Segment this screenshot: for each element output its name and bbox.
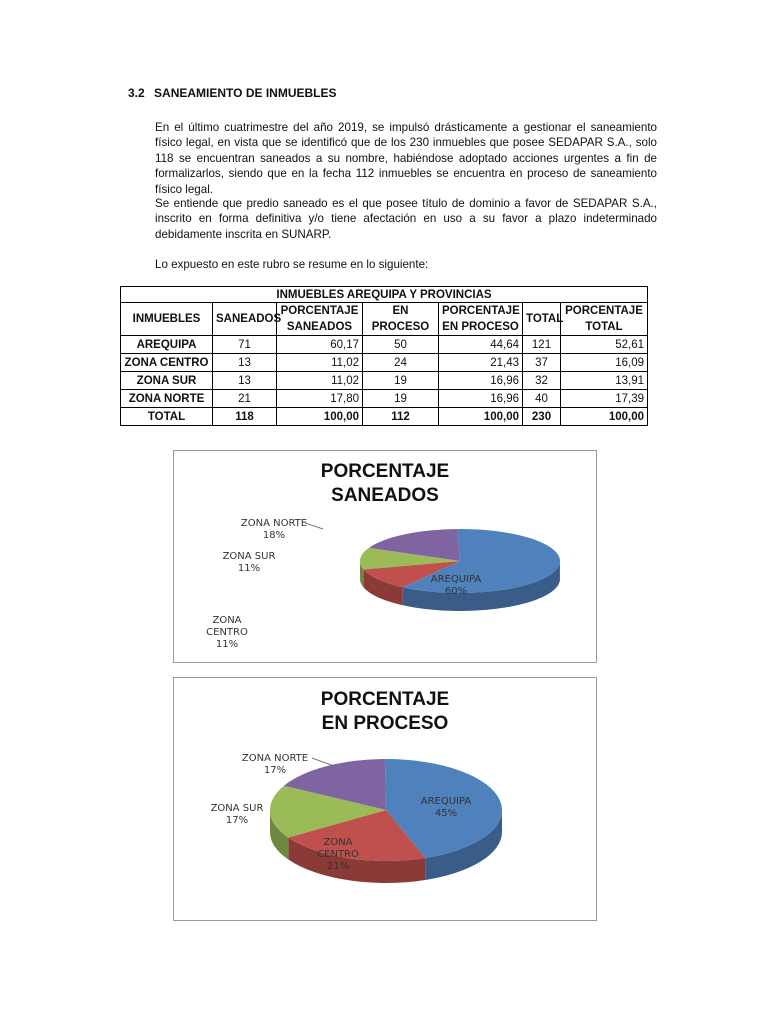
table-cell: 19 xyxy=(363,390,439,408)
data-label: ZONA CENTRO 21% xyxy=(317,837,359,872)
table-cell: 16,96 xyxy=(439,372,523,390)
table-cell: 17,80 xyxy=(277,390,363,408)
table-cell: ZONA CENTRO xyxy=(121,354,213,372)
column-header: INMUEBLES xyxy=(121,303,213,336)
table-cell: ZONA NORTE xyxy=(121,390,213,408)
pie-chart-svg xyxy=(174,451,596,662)
table-cell: 118 xyxy=(213,408,277,426)
table-cell: 40 xyxy=(523,390,561,408)
chart-title-line: PORCENTAJE xyxy=(320,689,450,710)
table-cell: 16,09 xyxy=(561,354,648,372)
table-cell: 100,00 xyxy=(561,408,648,426)
table-total-row xyxy=(121,408,648,426)
paragraph-resumen: Lo expuesto en este rubro se resume en lo siguiente: xyxy=(155,258,429,271)
data-label: ZONA SUR 11% xyxy=(222,551,276,574)
table-cell: TOTAL xyxy=(121,408,213,426)
paragraph-definicion: Se entiende que predio saneado es el que posee título de dominio a favor de SEDAPAR S.A., inscrito en forma definitiva y/o tiene afectación en uso a su favor a plazo indeterminado debidamente inscrita en SUNARP. xyxy=(155,197,657,241)
table-cell: 52,61 xyxy=(561,336,648,354)
table-cell: 11,02 xyxy=(277,372,363,390)
table-cell: 37 xyxy=(523,354,561,372)
column-header: PORCENTAJE TOTAL xyxy=(561,303,648,336)
chart-title-line: EN PROCESO xyxy=(321,713,449,734)
table-cell: 71 xyxy=(213,336,277,354)
table-row xyxy=(121,390,648,408)
pie-chart-svg xyxy=(174,678,596,920)
table-row xyxy=(121,336,648,354)
table-cell: 13 xyxy=(213,354,277,372)
column-header: PORCENTAJE SANEADOS xyxy=(277,303,363,336)
table-row xyxy=(121,372,648,390)
data-label: AREQUIPA 45% xyxy=(420,796,472,819)
chart-title-line: PORCENTAJE xyxy=(320,461,450,482)
table-cell: AREQUIPA xyxy=(121,336,213,354)
table-cell: ZONA SUR xyxy=(121,372,213,390)
table-header-row xyxy=(121,303,648,336)
leader-line xyxy=(312,758,334,766)
table-cell: 44,64 xyxy=(439,336,523,354)
table-cell: 13 xyxy=(213,372,277,390)
section-number: 3.2 xyxy=(128,86,145,100)
table-cell: 21,43 xyxy=(439,354,523,372)
table-cell: 32 xyxy=(523,372,561,390)
section-heading xyxy=(128,86,337,100)
pie-tops xyxy=(270,759,502,861)
table-cell: 11,02 xyxy=(277,354,363,372)
column-header: PORCENTAJE EN PROCESO xyxy=(439,303,523,336)
table-cell: 19 xyxy=(363,372,439,390)
table-cell: 112 xyxy=(363,408,439,426)
column-header: TOTAL xyxy=(523,303,561,336)
table-cell: 16,96 xyxy=(439,390,523,408)
pie-chart-en-proceso xyxy=(173,677,597,921)
data-label: AREQUIPA 60% xyxy=(430,574,482,597)
table-cell: 100,00 xyxy=(277,408,363,426)
data-label: ZONA NORTE 17% xyxy=(241,753,309,776)
leader-line xyxy=(305,523,323,529)
column-header: EN PROCESO xyxy=(363,303,439,336)
chart-title-line: SANEADOS xyxy=(331,485,439,506)
data-label: ZONA CENTRO 11% xyxy=(206,615,248,650)
table-cell: 13,91 xyxy=(561,372,648,390)
inmuebles-table xyxy=(120,286,648,426)
pie-chart-saneados xyxy=(173,450,597,663)
table-cell: 100,00 xyxy=(439,408,523,426)
table-title: INMUEBLES AREQUIPA Y PROVINCIAS xyxy=(121,287,648,303)
section-title: SANEAMIENTO DE INMUEBLES xyxy=(154,86,337,100)
table-cell: 121 xyxy=(523,336,561,354)
table-cell: 50 xyxy=(363,336,439,354)
table-cell: 21 xyxy=(213,390,277,408)
data-label: ZONA NORTE 18% xyxy=(240,518,308,541)
table-row xyxy=(121,354,648,372)
table-title-row xyxy=(121,287,648,303)
table-cell: 17,39 xyxy=(561,390,648,408)
paragraph-saneamiento: En el último cuatrimestre del año 2019, se impulsó drásticamente a gestionar el saneamiento físico legal, en vista que se identificó que de los 230 inmuebles que posee SEDAPAR S.A., solo 118 se encuentran saneados a su nombre, habiéndose adoptado acciones urgentes a fin de formalizarlos, siendo que en la fecha 112 inmuebles se encuentra en proceso de saneamiento físico legal. xyxy=(155,121,657,196)
table-cell: 230 xyxy=(523,408,561,426)
column-header: SANEADOS xyxy=(213,303,277,336)
table-cell: 24 xyxy=(363,354,439,372)
data-label: ZONA SUR 17% xyxy=(210,803,264,826)
table-cell: 60,17 xyxy=(277,336,363,354)
